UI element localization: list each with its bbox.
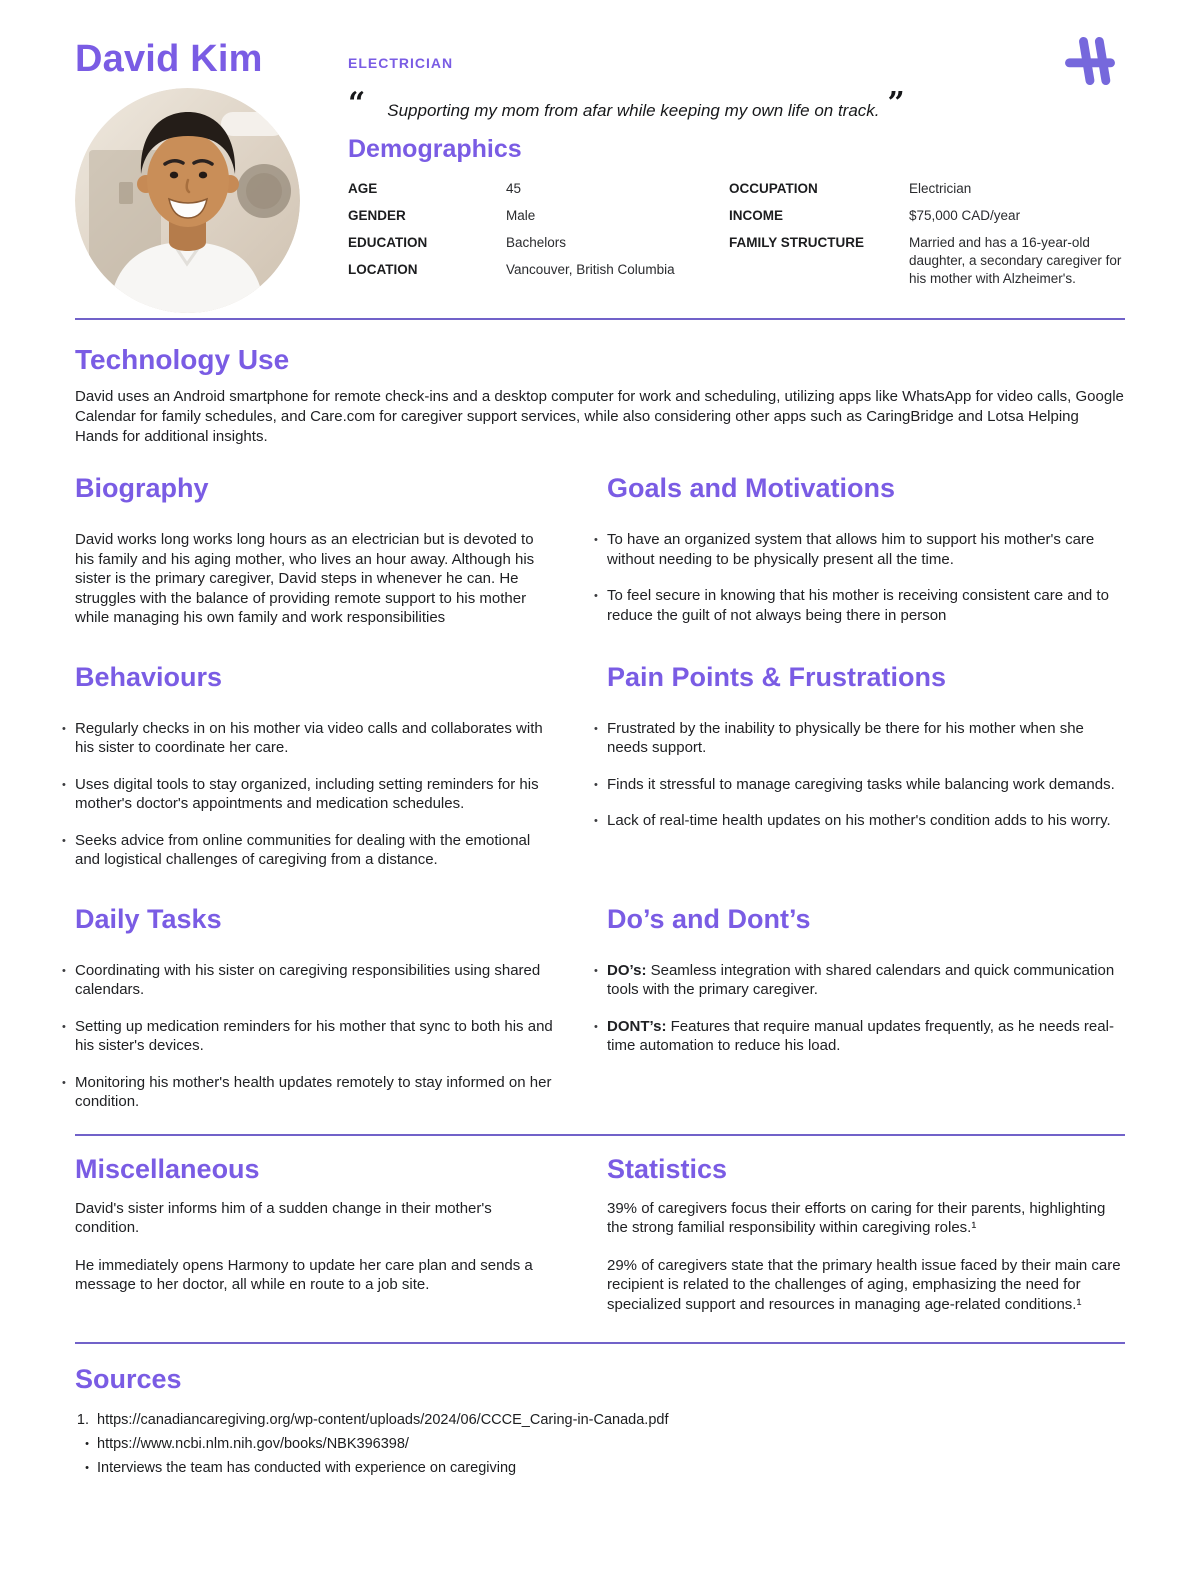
divider bbox=[75, 1134, 1125, 1136]
goals-title: Goals and Motivations bbox=[607, 473, 896, 503]
section-technology-use bbox=[75, 344, 1125, 447]
miscellaneous-title: Miscellaneous bbox=[75, 1153, 260, 1184]
source-marker: • bbox=[85, 1438, 89, 1450]
statistics-paragraph: 29% of caregivers state that the primary health issue faced by their main care recipient is related to the challenges of aging, emphasizing the need for specialized support and resources in managing age-related conditions.¹ bbox=[607, 1256, 1121, 1313]
list-item: • Uses digital tools to stay organized, including setting reminders for his mother's doctor's appointments and medication schedules. bbox=[75, 775, 555, 814]
section-statistics bbox=[607, 1154, 1125, 1315]
close-quote-icon: ” bbox=[887, 86, 905, 121]
technology-use-title: Technology Use bbox=[75, 344, 290, 375]
source-item bbox=[75, 1432, 1125, 1456]
miscellaneous-paragraph: He immediately opens Harmony to update her care plan and sends a message to her doctor, all while en route to a job site. bbox=[75, 1256, 533, 1293]
divider bbox=[75, 1342, 1125, 1344]
quote-text: Supporting my mom from afar while keeping my own life on track. bbox=[387, 101, 880, 120]
dos-lead: DO’s: bbox=[607, 961, 647, 979]
section-biography bbox=[75, 473, 555, 628]
source-marker: • bbox=[85, 1462, 89, 1474]
demo-label: GENDER bbox=[348, 208, 406, 223]
persona-header bbox=[0, 0, 1200, 318]
biography-title: Biography bbox=[75, 473, 209, 503]
persona-role: ELECTRICIAN bbox=[348, 55, 454, 71]
sources-title: Sources bbox=[75, 1364, 182, 1394]
demo-label: LOCATION bbox=[348, 262, 418, 277]
demo-value: Bachelors bbox=[506, 235, 567, 250]
demo-label: OCCUPATION bbox=[729, 181, 818, 196]
miscellaneous-paragraph: David's sister informs him of a sudden change in their mother's condition. bbox=[75, 1199, 492, 1236]
section-pain-points bbox=[607, 662, 1125, 870]
demo-label: INCOME bbox=[729, 208, 783, 223]
demographics-grid bbox=[348, 180, 1126, 288]
section-daily-tasks bbox=[75, 904, 555, 1112]
section-sources bbox=[75, 1364, 1125, 1480]
main-columns bbox=[75, 473, 1200, 1112]
dos-donts-list bbox=[607, 961, 1125, 1056]
section-behaviours bbox=[75, 662, 555, 870]
statistics-paragraph: 39% of caregivers focus their efforts on caring for their parents, highlighting the strong familial responsibility within caregiving roles.¹ bbox=[607, 1199, 1106, 1236]
daily-tasks-list bbox=[75, 961, 555, 1112]
list-item bbox=[607, 961, 1125, 1000]
list-item: • Finds it stressful to manage caregiving tasks while balancing work demands. bbox=[607, 775, 1125, 795]
technology-use-body: David uses an Android smartphone for remote check-ins and a desktop computer for work and scheduling, utilizing apps like WhatsApp for video calls, Google Calendar for family schedules, and Care.com for caregiver support services, while also considering other apps such as CaringBridge and Lotsa Helping Hands for additional insights. bbox=[75, 388, 1124, 445]
demographics-title: Demographics bbox=[348, 135, 522, 163]
demo-value: Vancouver, British Columbia bbox=[506, 262, 675, 277]
sources-list bbox=[75, 1408, 1125, 1480]
pain-points-title: Pain Points & Frustrations bbox=[607, 661, 947, 692]
demo-label: EDUCATION bbox=[348, 235, 428, 250]
list-item: • To feel secure in knowing that his mother is receiving consistent care and to reduce the guilt of not always being there in person bbox=[607, 586, 1125, 625]
demo-value: Male bbox=[506, 208, 536, 223]
source-item bbox=[75, 1408, 1125, 1432]
source-link[interactable]: https://www.ncbi.nlm.nih.gov/books/NBK396398/ bbox=[97, 1436, 409, 1452]
persona-name: David Kim bbox=[75, 38, 263, 80]
demo-label: AGE bbox=[348, 181, 378, 196]
list-item: • Lack of real-time health updates on his mother's condition adds to his worry. bbox=[607, 811, 1125, 831]
list-item: • Monitoring his mother's health updates remotely to stay informed on her condition. bbox=[75, 1073, 555, 1112]
persona-quote bbox=[348, 86, 1126, 121]
list-item: • To have an organized system that allows him to support his mother's care without needing to be physically present all the time. bbox=[607, 530, 1125, 569]
demographics-right bbox=[729, 180, 1126, 288]
biography-body: David works long works long hours as an electrician but is devoted to his family and his aging mother, who lives an hour away. Although his sister is the primary caregiver, David steps in whenever he can. He struggles with the balance of providing remote support to his mother while managing his own family and work responsibilities bbox=[75, 531, 535, 626]
demo-value: 45 bbox=[506, 181, 522, 196]
goals-list bbox=[607, 530, 1125, 625]
behaviours-title: Behaviours bbox=[75, 661, 223, 692]
dos-donts-title: Do’s and Dont’s bbox=[607, 903, 811, 934]
source-note: Interviews the team has conducted with experience on caregiving bbox=[97, 1460, 517, 1476]
list-item: • Setting up medication reminders for his mother that sync to both his and his sister's devices. bbox=[75, 1017, 555, 1056]
pain-points-list bbox=[607, 719, 1125, 831]
statistics-title: Statistics bbox=[607, 1153, 728, 1184]
open-quote-icon: “ bbox=[348, 86, 366, 121]
behaviours-list bbox=[75, 719, 555, 870]
divider bbox=[75, 318, 1125, 320]
list-item: • Frustrated by the inability to physically be there for his mother when she needs support. bbox=[607, 719, 1125, 758]
daily-tasks-title: Daily Tasks bbox=[75, 903, 222, 934]
demo-label: FAMILY STRUCTURE bbox=[729, 235, 865, 250]
list-item: • Regularly checks in on his mother via video calls and collaborates with his sister to coordinate her care. bbox=[75, 719, 555, 758]
source-link[interactable]: https://canadiancaregiving.org/wp-content/uploads/2024/06/CCCE_Caring-in-Canada.pdf bbox=[97, 1412, 669, 1428]
demo-value: Electrician bbox=[909, 181, 972, 196]
section-miscellaneous bbox=[75, 1154, 555, 1315]
list-item: • Coordinating with his sister on caregiving responsibilities using shared calendars. bbox=[75, 961, 555, 1000]
donts-lead: DONT’s: bbox=[607, 1017, 667, 1035]
demo-value: $75,000 CAD/year bbox=[909, 208, 1021, 223]
donts-text: Features that require manual updates frequently, as he needs real-time automation to reduce his load. bbox=[607, 1017, 1114, 1054]
header-right bbox=[348, 55, 1126, 288]
section-goals bbox=[607, 473, 1125, 628]
lower-columns bbox=[75, 1154, 1200, 1315]
persona-photo bbox=[75, 88, 300, 313]
dos-text: Seamless integration with shared calendars and quick communication tools with the primary caregiver. bbox=[607, 961, 1115, 998]
demo-value: Married and has a 16-year-old daughter, a secondary caregiver for his mother with Alzheimer's. bbox=[909, 235, 1122, 286]
source-marker: 1. bbox=[76, 1412, 89, 1428]
list-item bbox=[607, 1017, 1125, 1056]
section-dos-donts bbox=[607, 904, 1125, 1112]
source-item bbox=[75, 1456, 1125, 1480]
list-item: • Seeks advice from online communities for dealing with the emotional and logistical challenges of caregiving from a distance. bbox=[75, 831, 555, 870]
demographics-left bbox=[348, 180, 729, 288]
